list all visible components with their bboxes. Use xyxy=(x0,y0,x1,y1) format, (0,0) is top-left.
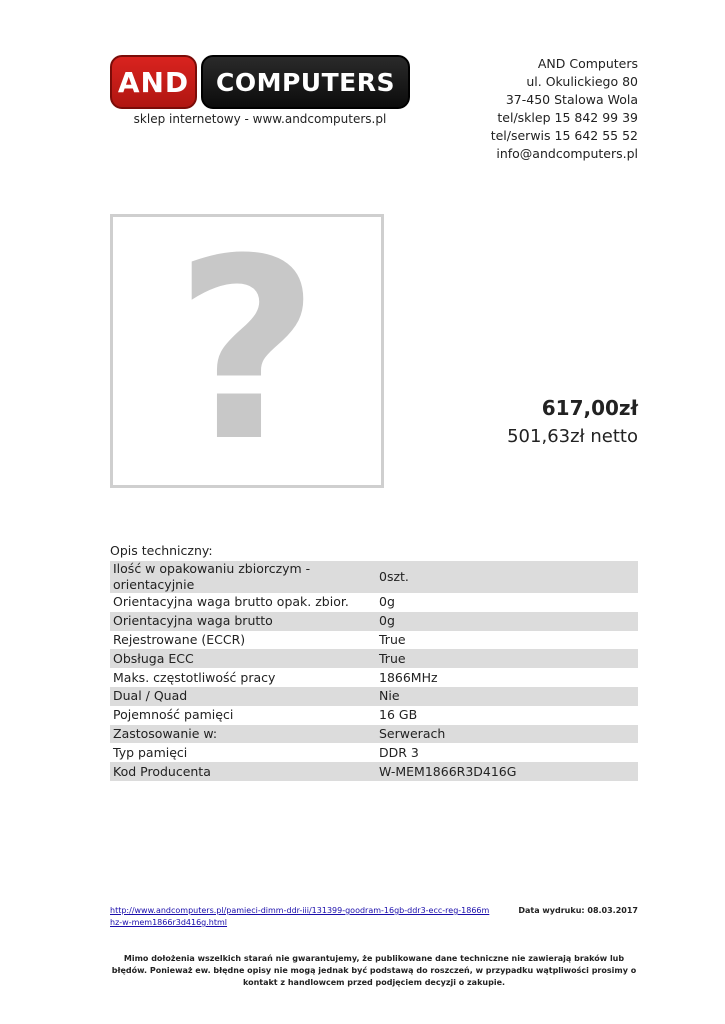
spec-value: 0g xyxy=(379,594,395,610)
spec-value: True xyxy=(376,649,638,668)
spec-row xyxy=(110,631,638,650)
print-date: Data wydruku: 08.03.2017 xyxy=(518,906,638,915)
spec-row xyxy=(110,612,638,631)
company-email: info@andcomputers.pl xyxy=(496,146,638,161)
company-phone-service: tel/serwis 15 642 55 52 xyxy=(490,128,638,143)
spec-key: Orientacyjna waga brutto opak. zbior. xyxy=(113,594,349,610)
disclaimer-text: Mimo dołożenia wszelkich starań nie gwarantujemy, że publikowane dane techniczne nie zawierają braków lub błędów. Ponieważ ew. błędne opisy nie mogą jednak być podstawą do roszczeń, w przypadku wątpliwości prosimy o kontakt z handlowcem przed podjęciem decyzji o zakupie. xyxy=(111,954,637,987)
company-name: AND Computers xyxy=(537,56,638,71)
logo-computers: COMPUTERS xyxy=(201,55,410,109)
company-street: ul. Okulickiego 80 xyxy=(526,74,638,89)
spec-row xyxy=(110,593,638,612)
spec-key: Rejestrowane (ECCR) xyxy=(113,631,246,647)
specs-heading: Opis techniczny: xyxy=(110,543,213,558)
spec-value: 0szt. xyxy=(376,561,638,593)
spec-value: W-MEM1866R3D416G xyxy=(376,762,638,781)
logo-and: AND xyxy=(110,55,197,109)
spec-row xyxy=(110,743,638,762)
spec-value: 16 GB xyxy=(379,707,418,723)
price-net: 501,63zł netto xyxy=(507,426,638,447)
shop-tagline: sklep internetowy - www.andcomputers.pl xyxy=(133,112,387,126)
company-phone-shop: tel/sklep 15 842 99 39 xyxy=(497,110,638,125)
spec-row xyxy=(110,687,638,706)
spec-row xyxy=(110,725,638,744)
spec-row xyxy=(110,649,638,668)
company-address-block xyxy=(491,55,638,163)
spec-key: Kod Producenta xyxy=(110,762,376,781)
spec-value: True xyxy=(379,631,406,647)
spec-row xyxy=(110,706,638,725)
spec-key: Maks. częstotliwość pracy xyxy=(113,669,276,685)
specs-section xyxy=(110,541,638,781)
specs-table xyxy=(110,561,638,781)
spec-value: 1866MHz xyxy=(379,669,438,685)
spec-row xyxy=(110,762,638,781)
question-mark-icon: ? xyxy=(174,205,320,496)
product-photo-placeholder xyxy=(110,205,384,496)
spec-value: Nie xyxy=(376,687,638,706)
spec-row xyxy=(110,668,638,687)
spec-key: Ilość w opakowaniu zbiorczym - orientacyjnie xyxy=(110,561,376,593)
spec-key: Zastosowanie w: xyxy=(110,725,376,744)
product-url-link[interactable]: http://www.andcomputers.pl/pamieci-dimm-ddr-iii/131399-goodram-16gb-ddr3-ecc-reg-1866mhz-w-mem1866r3d416g.html xyxy=(110,906,490,927)
spec-value: 0g xyxy=(376,612,638,631)
spec-key: Typ pamięci xyxy=(113,744,188,760)
spec-key: Orientacyjna waga brutto xyxy=(110,612,376,631)
spec-value: DDR 3 xyxy=(379,744,419,760)
spec-value: Serwerach xyxy=(376,725,638,744)
spec-key: Dual / Quad xyxy=(110,687,376,706)
spec-row xyxy=(110,561,638,593)
company-city: 37-450 Stalowa Wola xyxy=(505,92,638,107)
price-gross: 617,00zł xyxy=(541,396,638,420)
spec-key: Obsługa ECC xyxy=(110,649,376,668)
spec-key: Pojemność pamięci xyxy=(113,707,234,723)
company-logo xyxy=(110,55,410,111)
